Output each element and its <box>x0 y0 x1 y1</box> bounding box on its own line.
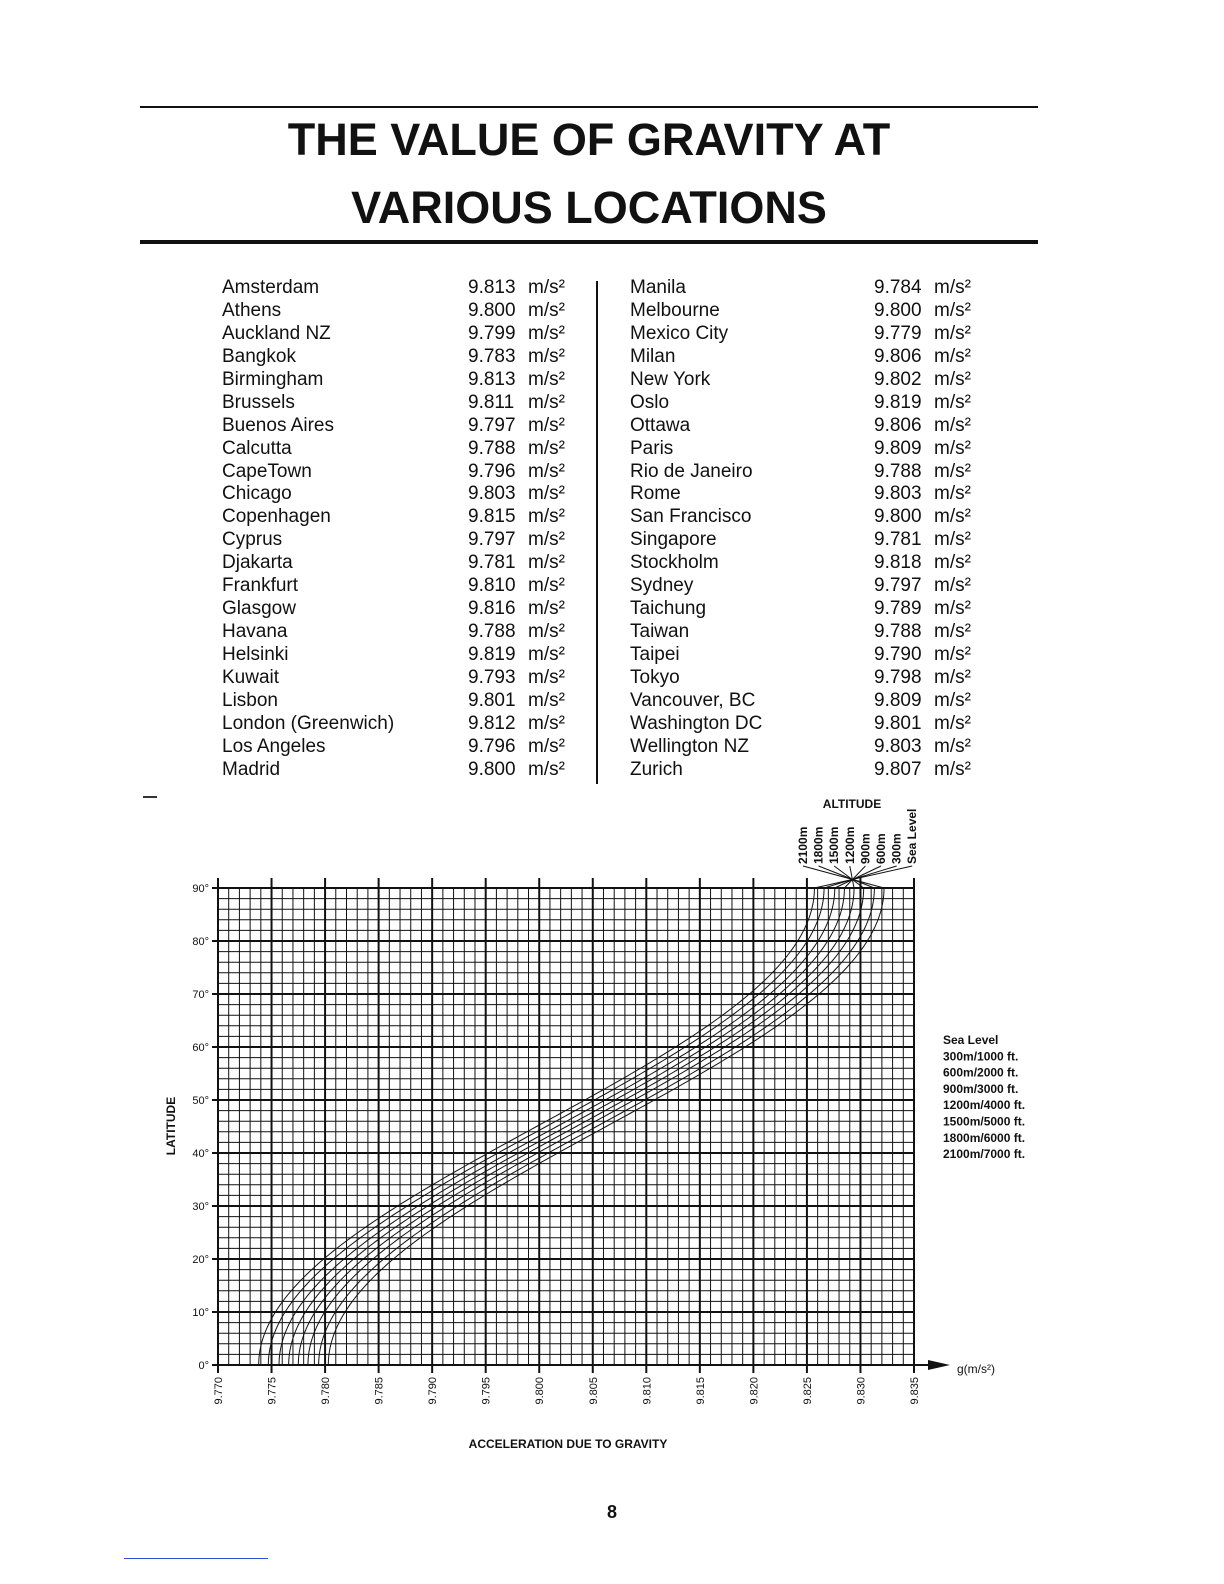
gravity-unit: m/s² <box>528 322 565 344</box>
city-name: Djakarta <box>222 552 293 574</box>
city-name: Brussels <box>222 391 295 413</box>
city-name: CapeTown <box>222 460 312 482</box>
altitude-curve-900m <box>298 888 854 1365</box>
y-axis-title: LATITUDE <box>164 1096 178 1156</box>
city-name: Athens <box>222 299 282 321</box>
city-name: Lisbon <box>222 689 278 711</box>
gravity-value: 9.803 <box>468 483 516 505</box>
city-name: Madrid <box>222 758 281 780</box>
gravity-value: 9.809 <box>874 689 922 711</box>
gravity-unit: m/s² <box>528 506 565 528</box>
city-name: Vancouver, BC <box>630 689 756 711</box>
city-name: Amsterdam <box>222 277 320 298</box>
gravity-unit: m/s² <box>528 277 565 298</box>
x-tick-label: 9.830 <box>855 1377 868 1405</box>
altitude-curve-1200m <box>289 888 845 1365</box>
gravity-value: 9.781 <box>874 529 922 551</box>
x-tick-label: 9.800 <box>534 1377 547 1405</box>
city-name: Taichung <box>630 598 707 620</box>
gravity-value: 9.812 <box>468 712 516 734</box>
gravity-unit: m/s² <box>934 483 971 505</box>
city-name: Oslo <box>630 391 670 413</box>
city-name: Rio de Janeiro <box>630 460 753 482</box>
gravity-value: 9.801 <box>874 712 922 734</box>
gravity-value: 9.809 <box>874 437 922 459</box>
city-name: Glasgow <box>222 598 296 620</box>
gravity-unit: m/s² <box>934 575 971 597</box>
gravity-value: 9.796 <box>468 460 516 482</box>
gravity-unit: m/s² <box>934 322 971 344</box>
gravity-unit: m/s² <box>934 552 971 574</box>
gravity-value: 9.781 <box>468 552 516 574</box>
x-tick-label: 9.780 <box>320 1377 333 1405</box>
altitude-label: Sea Level <box>905 808 920 864</box>
x-tick-label: 9.835 <box>909 1377 921 1405</box>
gravity-unit: m/s² <box>934 391 971 413</box>
x-tick-label: 9.825 <box>801 1377 814 1405</box>
y-tick-label: 20° <box>192 1254 209 1266</box>
gravity-unit: m/s² <box>934 644 971 665</box>
x-tick-label: 9.770 <box>213 1377 225 1405</box>
legend-entry: 600m/2000 ft. <box>943 1065 1019 1080</box>
gravity-value: 9.807 <box>874 758 922 780</box>
city-name: Calcutta <box>222 437 292 459</box>
gravity-value: 9.806 <box>874 414 922 436</box>
city-name: Tokyo <box>630 666 680 688</box>
gravity-value: 9.818 <box>874 552 922 574</box>
gravity-value: 9.788 <box>874 460 922 482</box>
gravity-value: 9.815 <box>468 506 516 528</box>
city-name: Singapore <box>630 529 717 551</box>
x-axis-arrow <box>928 1360 950 1370</box>
x-tick-label: 9.810 <box>641 1377 654 1405</box>
gravity-value: 9.799 <box>468 322 516 344</box>
gravity-value: 9.783 <box>468 345 516 367</box>
gravity-unit: m/s² <box>528 391 565 413</box>
gravity-value: 9.816 <box>468 598 516 620</box>
city-name: Zurich <box>630 758 683 780</box>
city-name: Wellington NZ <box>630 735 749 757</box>
altitude-leader-line <box>850 866 854 888</box>
gravity-value: 9.788 <box>468 437 516 459</box>
gravity-value: 9.800 <box>468 299 516 321</box>
city-name: Melbourne <box>630 299 720 321</box>
gravity-unit: m/s² <box>934 437 971 459</box>
gravity-value: 9.779 <box>874 322 922 344</box>
page-title-line-2: VARIOUS LOCATIONS <box>351 182 827 233</box>
gravity-value: 9.813 <box>468 277 516 298</box>
gravity-value: 9.811 <box>468 391 515 413</box>
city-name: Taipei <box>630 644 680 665</box>
gravity-value: 9.797 <box>468 414 516 436</box>
x-tick-label: 9.790 <box>427 1377 440 1405</box>
gravity-unit: m/s² <box>934 689 971 711</box>
city-name: Mexico City <box>630 322 729 344</box>
altitude-label: 2100m <box>796 826 810 864</box>
legend-entry: Sea Level <box>943 1033 999 1047</box>
city-name: Chicago <box>222 483 292 505</box>
x-tick-label: 9.785 <box>373 1377 386 1405</box>
city-name: London (Greenwich) <box>222 712 395 734</box>
gravity-unit: m/s² <box>528 552 565 574</box>
gravity-unit: m/s² <box>528 735 565 757</box>
altitude-label: 300m <box>889 833 904 864</box>
altitude-curve-2100m <box>259 888 815 1365</box>
city-name: Buenos Aires <box>222 414 334 436</box>
x-tick-label: 9.795 <box>480 1377 493 1405</box>
y-tick-label: 10° <box>192 1307 209 1319</box>
gravity-value: 9.819 <box>874 391 922 413</box>
altitude-label: 600m <box>874 833 888 864</box>
gravity-value: 9.784 <box>874 277 922 298</box>
city-name: Stockholm <box>630 552 719 574</box>
gravity-unit: m/s² <box>934 529 971 551</box>
city-name: Paris <box>630 437 674 459</box>
gravity-value: 9.800 <box>874 506 922 528</box>
gravity-unit: m/s² <box>934 735 971 757</box>
gravity-unit: m/s² <box>934 277 971 298</box>
gravity-unit: m/s² <box>528 575 565 597</box>
gravity-value: 9.797 <box>468 529 516 551</box>
city-name: Kuwait <box>222 666 280 688</box>
gravity-unit: m/s² <box>934 299 971 321</box>
y-tick-label: 30° <box>192 1201 209 1213</box>
page-title-line-1: THE VALUE OF GRAVITY AT <box>287 114 891 165</box>
gravity-value: 9.801 <box>468 689 516 711</box>
city-name: Los Angeles <box>222 735 326 757</box>
gravity-value: 9.796 <box>468 735 516 757</box>
city-name: Milan <box>630 345 676 367</box>
legend-entry: 1800m/6000 ft. <box>943 1130 1026 1145</box>
x-tick-label: 9.805 <box>587 1377 600 1405</box>
altitude-leader-line <box>814 866 912 888</box>
city-name: San Francisco <box>630 506 752 528</box>
gravity-unit: m/s² <box>528 758 565 780</box>
y-tick-label: 50° <box>192 1095 209 1107</box>
gravity-value: 9.788 <box>468 621 516 643</box>
city-name: Bangkok <box>222 345 296 367</box>
y-tick-label: 80° <box>192 936 209 948</box>
gravity-unit: m/s² <box>528 299 565 321</box>
gravity-value: 9.790 <box>874 644 922 665</box>
city-name: Birmingham <box>222 368 324 390</box>
legend-entry: 900m/3000 ft. <box>943 1081 1019 1096</box>
city-name: Havana <box>222 621 288 643</box>
altitude-leader-line <box>803 866 884 888</box>
legend-entry: 300m/1000 ft. <box>943 1049 1019 1064</box>
altitude-label: 1800m <box>811 826 826 864</box>
gravity-value: 9.802 <box>874 368 922 390</box>
gravity-value: 9.813 <box>468 368 516 390</box>
altitude-curve-1500m <box>279 888 835 1365</box>
gravity-unit: m/s² <box>934 460 971 482</box>
gravity-unit: m/s² <box>934 345 971 367</box>
gravity-unit: m/s² <box>528 712 565 734</box>
gravity-value: 9.797 <box>874 575 922 597</box>
city-name: Rome <box>630 483 681 505</box>
gravity-value: 9.793 <box>468 666 516 688</box>
x-tick-label: 9.820 <box>748 1377 761 1405</box>
gravity-unit: m/s² <box>934 712 971 734</box>
city-name: Copenhagen <box>222 506 331 528</box>
gravity-unit: m/s² <box>934 368 971 390</box>
x-axis-title: ACCELERATION DUE TO GRAVITY <box>468 1437 668 1451</box>
gravity-unit: m/s² <box>934 414 971 436</box>
altitude-curve-sea-level <box>328 888 884 1365</box>
gravity-unit: m/s² <box>934 621 971 643</box>
y-tick-label: 40° <box>192 1148 209 1160</box>
y-tick-label: 70° <box>192 989 209 1001</box>
y-tick-label: 0° <box>198 1360 209 1372</box>
gravity-value: 9.803 <box>874 483 922 505</box>
gravity-unit: m/s² <box>528 666 565 688</box>
city-name: Taiwan <box>630 621 690 643</box>
gravity-value: 9.819 <box>468 644 516 665</box>
gravity-unit: m/s² <box>528 345 565 367</box>
altitude-curve-1800m <box>268 888 824 1365</box>
footer-link-rule <box>124 1558 268 1559</box>
page-number: 8 <box>606 1502 617 1522</box>
gravity-value: 9.800 <box>874 299 922 321</box>
city-name: Helsinki <box>222 644 289 665</box>
x-axis-unit-label: g(m/s²) <box>957 1362 995 1376</box>
city-name: New York <box>630 368 711 390</box>
gravity-unit: m/s² <box>934 666 971 688</box>
legend-entry: 1500m/5000 ft. <box>943 1114 1026 1129</box>
city-name: Cyprus <box>222 529 283 551</box>
legend-entry: 1200m/4000 ft. <box>943 1098 1026 1113</box>
gravity-unit: m/s² <box>934 758 971 780</box>
city-name: Manila <box>630 277 686 298</box>
y-tick-label: 90° <box>192 883 209 895</box>
gravity-value: 9.810 <box>468 575 516 597</box>
gravity-unit: m/s² <box>528 368 565 390</box>
altitude-curve-600m <box>308 888 864 1365</box>
city-name: Ottawa <box>630 414 691 436</box>
altitude-header: ALTITUDE <box>822 797 882 811</box>
city-name: Frankfurt <box>222 575 299 597</box>
gravity-value: 9.806 <box>874 345 922 367</box>
altitude-curve-300m <box>319 888 875 1365</box>
gravity-unit: m/s² <box>528 598 565 620</box>
gravity-value: 9.800 <box>468 758 516 780</box>
x-tick-label: 9.775 <box>266 1377 279 1405</box>
gravity-value: 9.803 <box>874 735 922 757</box>
gravity-value: 9.798 <box>874 666 922 688</box>
gravity-value: 9.788 <box>874 621 922 643</box>
city-name: Washington DC <box>630 712 763 734</box>
gravity-unit: m/s² <box>528 437 565 459</box>
altitude-label: 1500m <box>827 826 842 864</box>
gravity-unit: m/s² <box>528 414 565 436</box>
gravity-unit: m/s² <box>528 644 565 665</box>
x-tick-label: 9.815 <box>694 1377 707 1405</box>
gravity-unit: m/s² <box>528 460 565 482</box>
legend-entry: 2100m/7000 ft. <box>943 1147 1026 1162</box>
city-name: Sydney <box>630 575 694 597</box>
altitude-label: 1200m <box>842 826 857 864</box>
gravity-unit: m/s² <box>934 598 971 620</box>
city-name: Auckland NZ <box>222 322 331 344</box>
gravity-unit: m/s² <box>528 621 565 643</box>
gravity-unit: m/s² <box>528 483 565 505</box>
gravity-unit: m/s² <box>528 689 565 711</box>
gravity-value: 9.789 <box>874 598 922 620</box>
gravity-unit: m/s² <box>528 529 565 551</box>
y-tick-label: 60° <box>192 1042 209 1054</box>
gravity-unit: m/s² <box>934 506 971 528</box>
altitude-label: 900m <box>858 833 873 864</box>
